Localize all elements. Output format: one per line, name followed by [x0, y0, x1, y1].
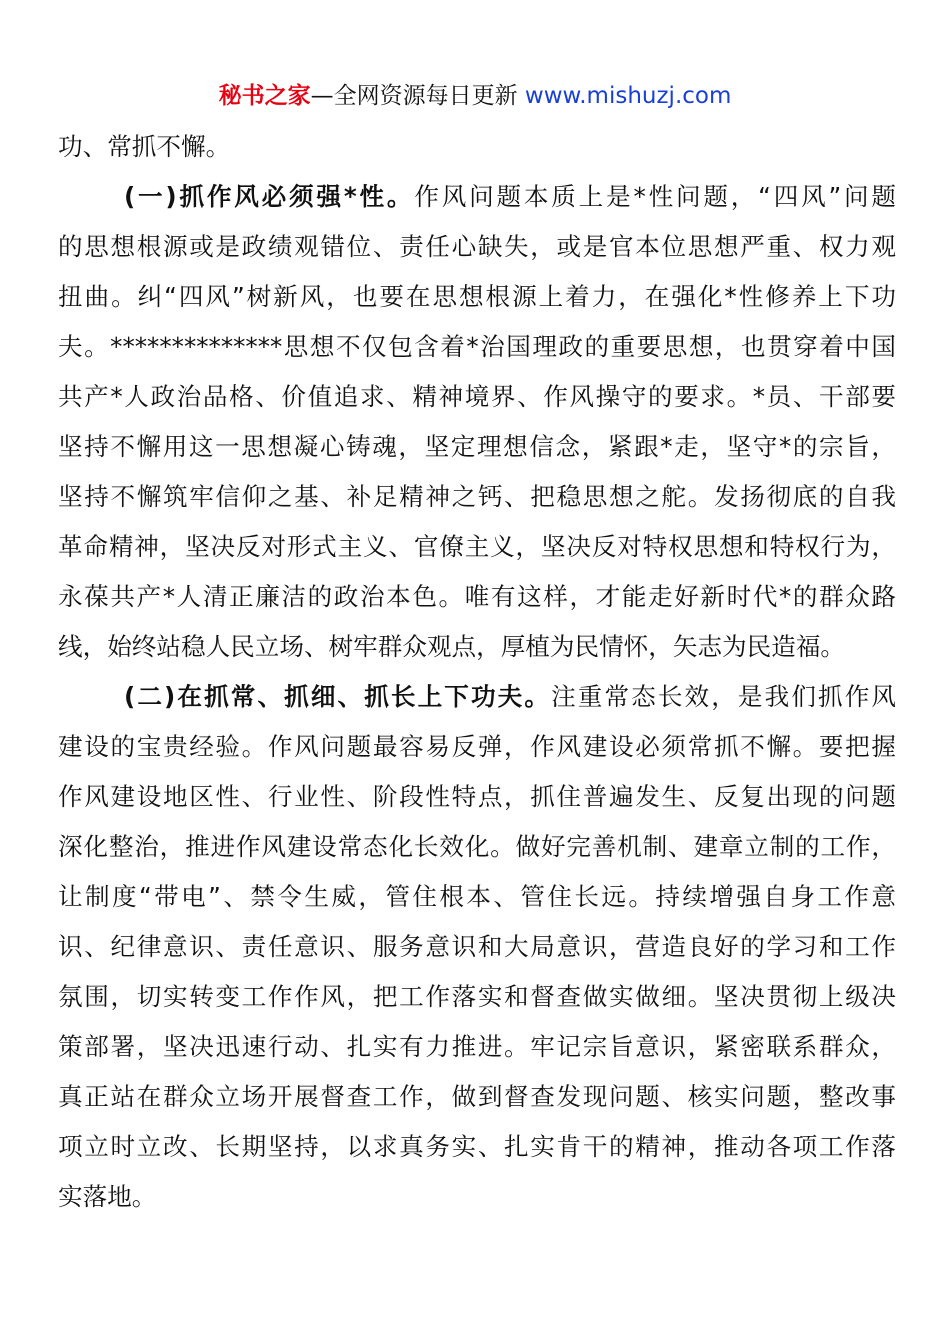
text-line: 项立时立改、长期坚持，以求真务实、扎实肯干的精神，推动各项工作落: [58, 1132, 896, 1161]
site-url[interactable]: www.mishuzj.com: [524, 83, 732, 109]
text-line: 实落地。: [58, 1182, 157, 1211]
text-line: 永葆共产*人清正廉洁的政治本色。唯有这样，才能走好新时代*的群众路: [58, 582, 896, 611]
section-heading-1: (一)抓作风必须强*性。: [124, 182, 415, 211]
text-run: 作风问题本质上是*性问题，“四风”问题: [414, 182, 896, 211]
site-tagline: —全网资源每日更新: [310, 83, 525, 109]
text-line: 夫。**************思想不仅包含着*治国理政的重要思想，也贯穿着中国: [58, 332, 896, 361]
text-line: 坚持不懈筑牢信仰之基、补足精神之钙、把稳思想之舵。发扬彻底的自我: [58, 482, 896, 511]
site-header: [0, 80, 950, 112]
text-line: 作风建设地区性、行业性、阶段性特点，抓住普遍发生、反复出现的问题: [58, 782, 896, 811]
text-line: 扭曲。纠“四风”树新风，也要在思想根源上着力，在强化*性修养上下功: [58, 282, 896, 311]
text-line: 革命精神，坚决反对形式主义、官僚主义，坚决反对特权思想和特权行为，: [58, 532, 896, 561]
site-brand: 秘书之家: [218, 83, 311, 109]
paragraph-2: [58, 672, 896, 722]
text-line: 深化整治，推进作风建设常态化长效化。做好完善机制、建章立制的工作，: [58, 832, 896, 861]
text-line: 功、常抓不懈。: [58, 132, 231, 161]
text-line: 共产*人政治品格、价值追求、精神境界、作风操守的要求。*员、干部要: [58, 382, 896, 411]
section-heading-2: (二)在抓常、抓细、抓长上下功夫。: [124, 682, 552, 711]
text-line: 真正站在群众立场开展督查工作，做到督查发现问题、核实问题，整改事: [58, 1082, 896, 1111]
text-line: 线，始终站稳人民立场、树牢群众观点，厚植为民情怀，矢志为民造福。: [58, 632, 846, 661]
text-line: 建设的宝贵经验。作风问题最容易反弹，作风建设必须常抓不懈。要把握: [58, 732, 896, 761]
text-line: 氛围，切实转变工作作风，把工作落实和督查做实做细。坚决贯彻上级决: [58, 982, 896, 1011]
text-line: 让制度“带电”、禁令生威，管住根本、管住长远。持续增强自身工作意: [58, 882, 896, 911]
text-line: 策部署，坚决迅速行动、扎实有力推进。牢记宗旨意识，紧密联系群众，: [58, 1032, 896, 1061]
text-line: 识、纪律意识、责任意识、服务意识和大局意识，营造良好的学习和工作: [58, 932, 896, 961]
text-line: 坚持不懈用这一思想凝心铸魂，坚定理想信念，紧跟*走，坚守*的宗旨，: [58, 432, 896, 461]
paragraph-1: [58, 172, 896, 222]
document-body: [58, 122, 896, 1222]
text-line: 的思想根源或是政绩观错位、责任心缺失，或是官本位思想严重、权力观: [58, 232, 896, 261]
text-run: 注重常态长效，是我们抓作风: [551, 682, 896, 711]
